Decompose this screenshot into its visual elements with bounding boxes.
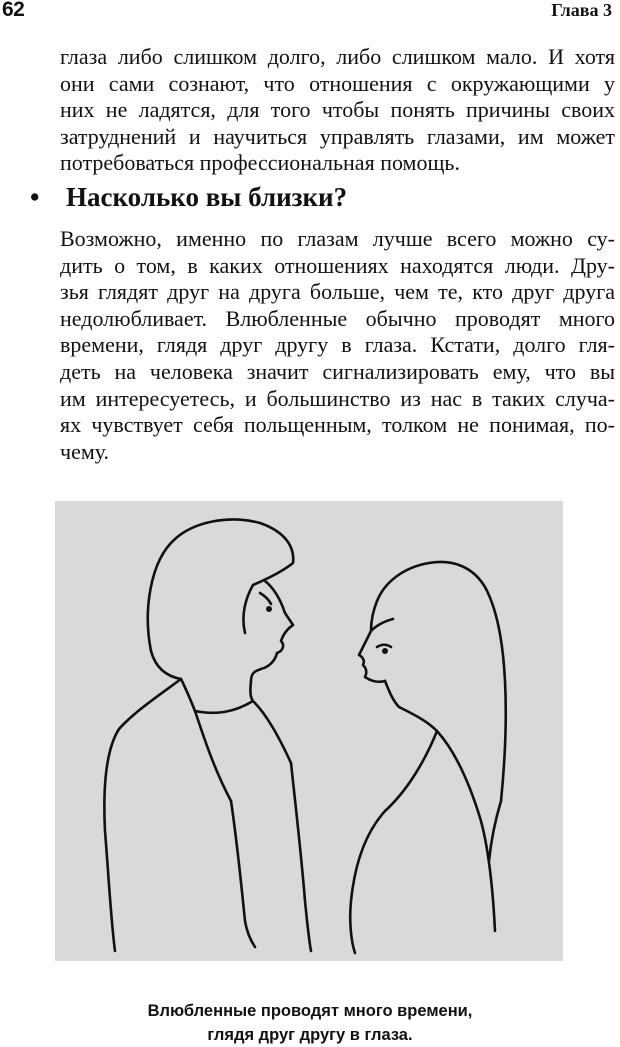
section-heading-text: Насколько вы близки? <box>66 182 348 212</box>
woman-hair-front <box>371 601 393 631</box>
section-heading <box>30 181 347 213</box>
text-line: Возможно, именно по глазам лучше всего можно су- <box>60 226 615 251</box>
running-header: Глава 3 <box>551 0 612 20</box>
man-arm <box>231 801 255 947</box>
woman-face <box>359 631 385 682</box>
text-line: зья глядят друг на друга больше, чем те, кто друг друга <box>60 279 615 305</box>
page-number: 62 <box>2 0 25 21</box>
figure-caption <box>0 999 620 1047</box>
text-line: ях чувствует себя польщенным, толком не понимая, по- <box>60 412 615 438</box>
bullet-icon: • <box>30 182 40 212</box>
woman-front <box>350 707 437 953</box>
woman-eye <box>377 645 391 647</box>
text-line: недолюбливает. Влюбленные обычно проводят много <box>60 305 615 331</box>
text-line: они сами сознают, что отношения с окружающими у <box>60 70 615 96</box>
line-drawing <box>55 501 563 961</box>
text-line: потребоваться профессиональная помощь. <box>60 150 460 176</box>
text-line: деть на человека значит сигнализировать ему, что вы <box>60 358 615 384</box>
woman-back <box>437 731 495 931</box>
woman-hair-end <box>489 801 501 861</box>
text-line: глаза либо слишком долго, либо слишком мало. И хотя <box>60 44 615 69</box>
illustration-couple-gazing <box>55 501 563 961</box>
text-line: них не ладятся, для того чтобы понять причины своих <box>60 97 615 123</box>
text-line: времени, глядя друг другу в глаза. Кстати, долго гля- <box>60 332 615 358</box>
man-eyebrow <box>260 593 271 604</box>
man-neck <box>151 651 195 711</box>
text-line: затруднений и научиться управлять глазами, им может <box>60 123 615 149</box>
paragraph-1 <box>60 44 615 177</box>
man-lapel <box>195 711 231 801</box>
man-back <box>104 679 181 951</box>
caption-line: глядя друг другу в глаза. <box>207 1026 413 1044</box>
text-line: чему. <box>60 438 110 464</box>
man-chest <box>291 763 311 951</box>
text-line: дить о том, в каких отношениях находятся люди. Дру- <box>60 252 615 278</box>
man-throat <box>250 681 253 701</box>
paragraph-2 <box>60 226 615 465</box>
woman-neck <box>385 681 399 707</box>
man-face <box>251 581 293 681</box>
caption-line: Влюбленные проводят много времени, <box>147 1002 473 1020</box>
text-line: им интересуетесь, и большинство из нас в таких случа- <box>60 385 615 411</box>
man-hair <box>148 520 293 651</box>
woman-hair-back <box>377 562 506 801</box>
